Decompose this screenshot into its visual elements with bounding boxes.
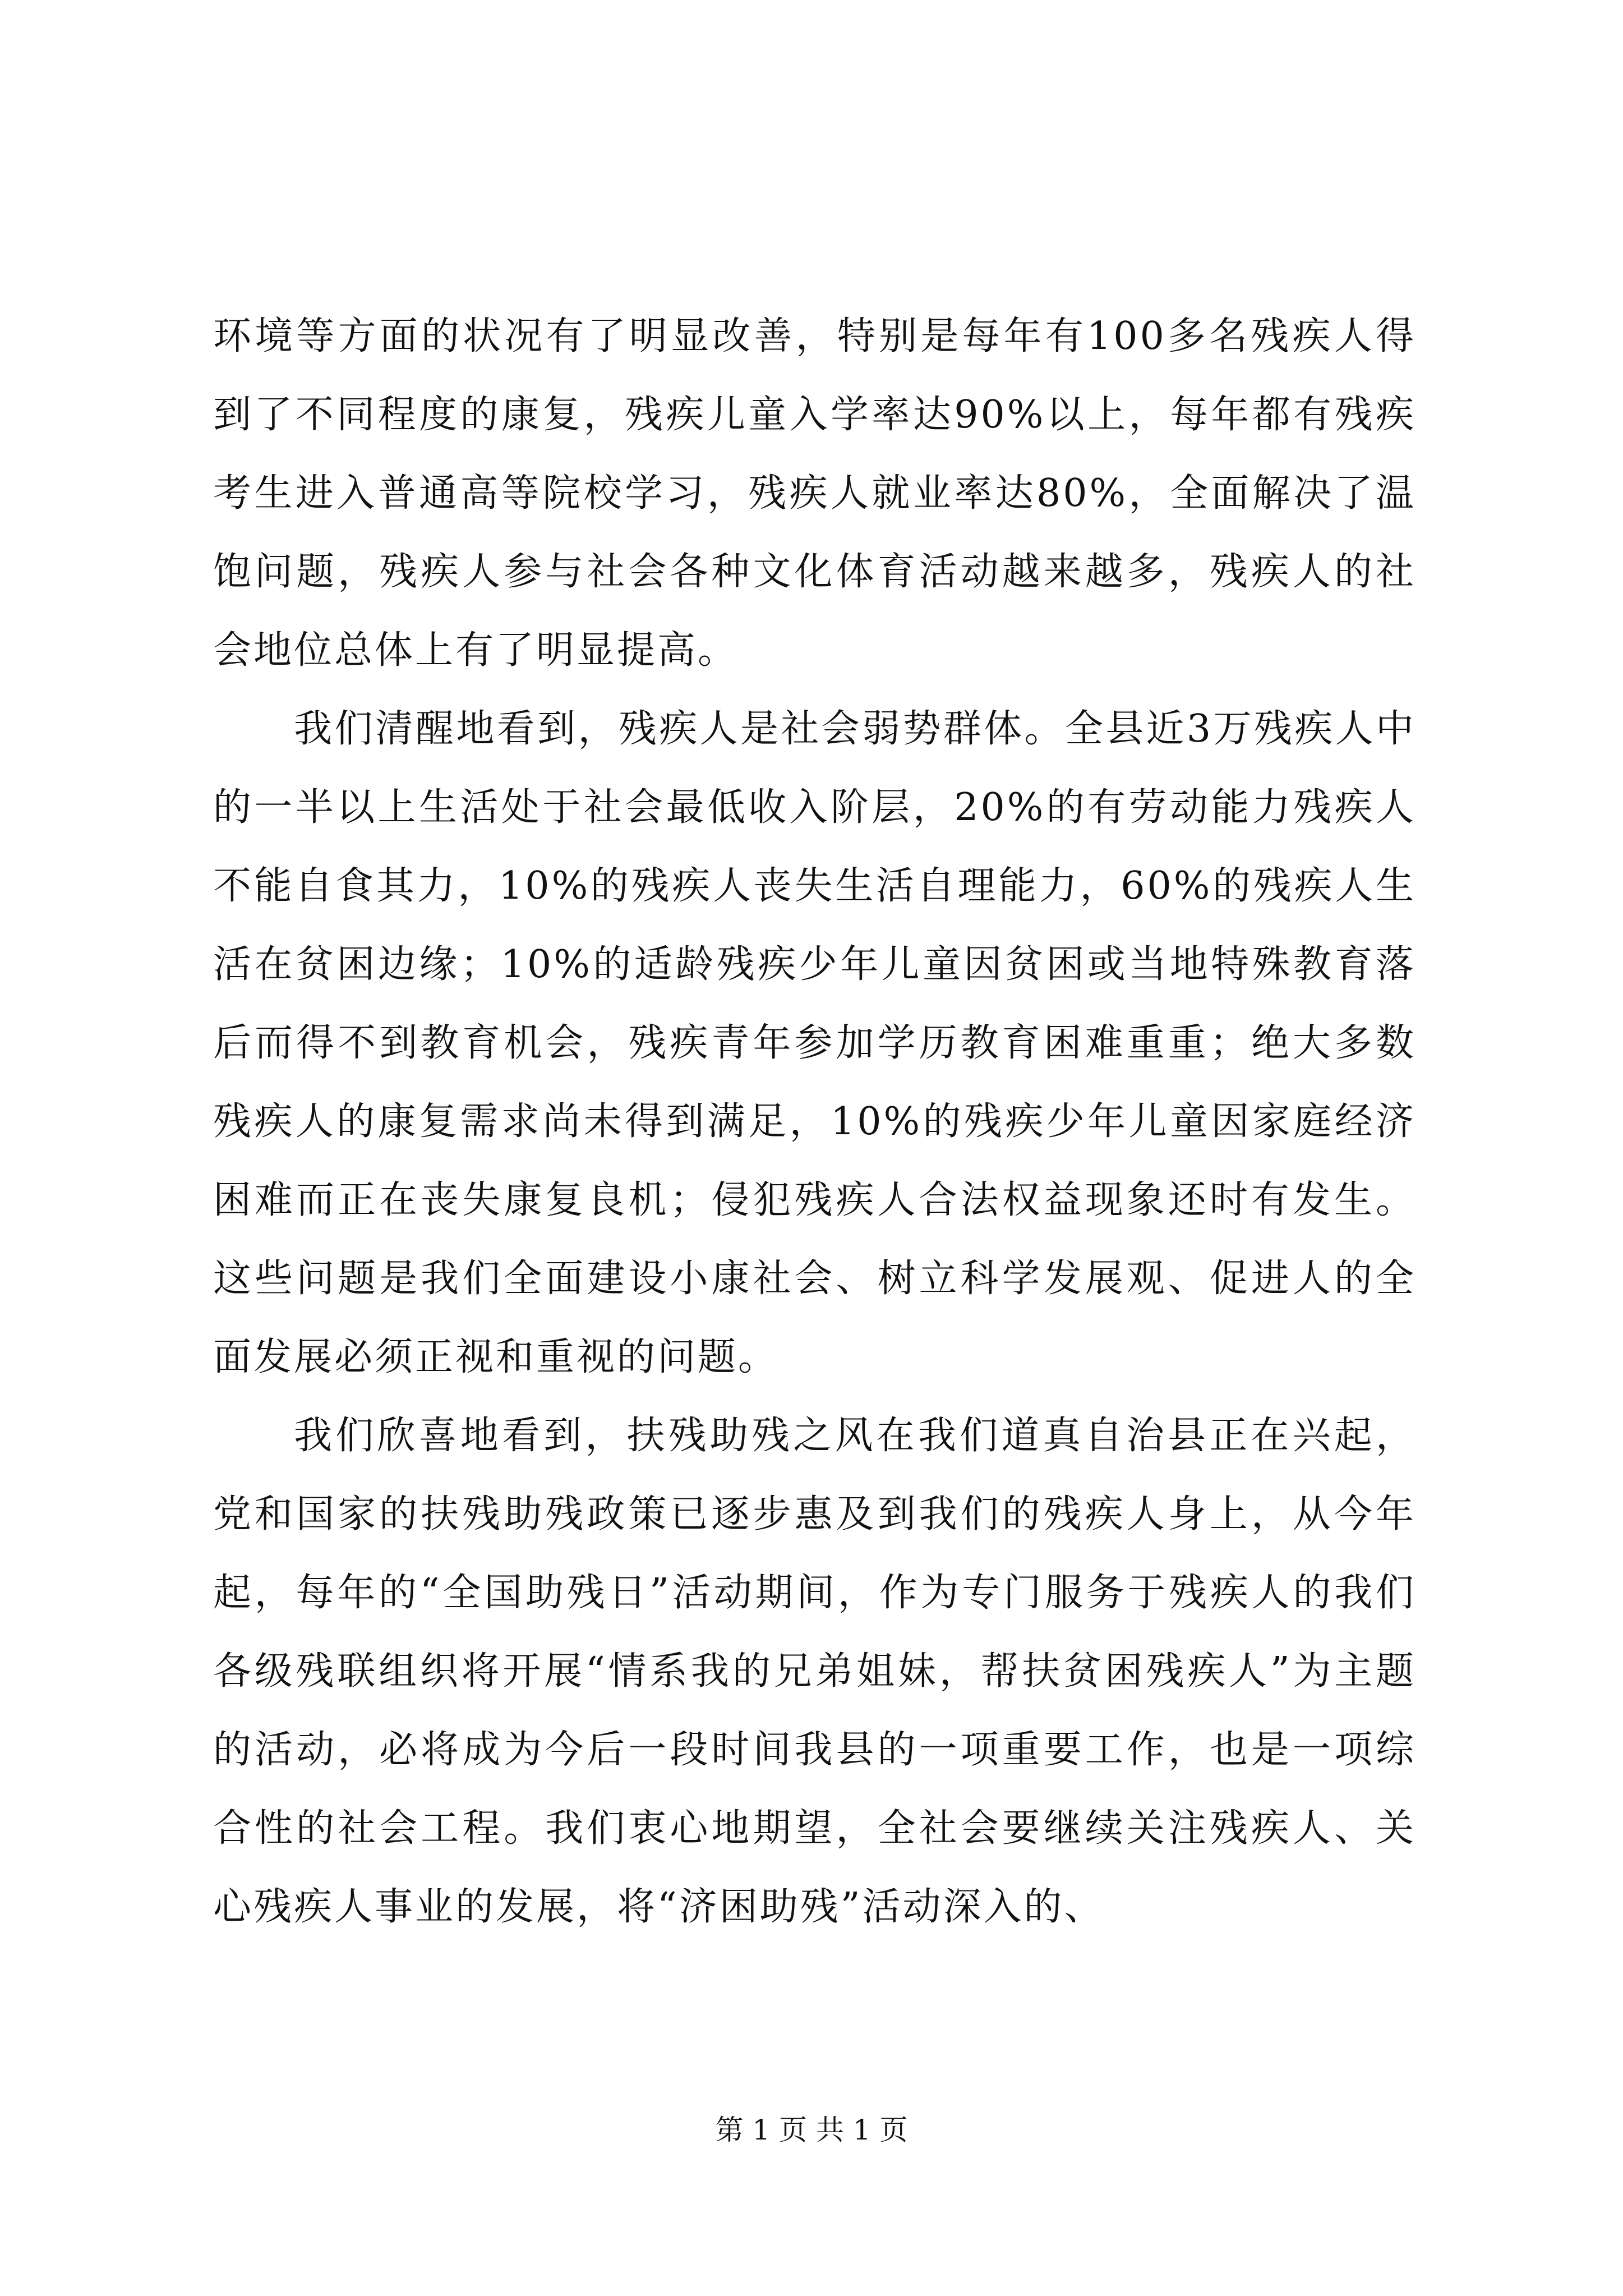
page-number-footer: 第 1 页 共 1 页 bbox=[715, 2114, 908, 2146]
document-body bbox=[213, 297, 1416, 1947]
paragraph-1: 环境等方面的状况有了明显改善，特别是每年有100多名残疾人得到了不同程度的康复，残疾儿童入学率达90%以上，每年都有残疾考生进入普通高等院校学习，残疾人就业率达80%，全面解决了温饱问题，残疾人参与社会各种文化体育活动越来越多，残疾人的社会地位总体上有了明显提高。 bbox=[213, 314, 1416, 673]
paragraph-2: 我们清醒地看到，残疾人是社会弱势群体。全县近3万残疾人中的一半以上生活处于社会最低收入阶层，20%的有劳动能力残疾人不能自食其力，10%的残疾人丧失生活自理能力，60%的残疾人生活在贫困边缘；10%的适龄残疾少年儿童因贫困或当地特殊教育落后而得不到教育机会，残疾青年参加学历教育困难重重；绝大多数残疾人的康复需求尚未得到满足，10%的残疾少年儿童因家庭经济困难而正在丧失康复良机；侵犯残疾人合法权益现象还时有发生。这些问题是我们全面建设小康社会、树立科学发展观、促进人的全面发展必须正视和重视的问题。 bbox=[213, 707, 1416, 1379]
paragraph-3: 我们欣喜地看到，扶残助残之风在我们道真自治县正在兴起，党和国家的扶残助残政策已逐步惠及到我们的残疾人身上，从今年起，每年的“全国助残日”活动期间，作为专门服务于残疾人的我们各级残联组织将开展“情系我的兄弟姐妹，帮扶贫困残疾人”为主题的活动，必将成为今后一段时间我县的一项重要工作，也是一项综合性的社会工程。我们衷心地期望，全社会要继续关注残疾人、关心残疾人事业的发展，将“济困助残”活动深入的、 bbox=[213, 1414, 1416, 1929]
